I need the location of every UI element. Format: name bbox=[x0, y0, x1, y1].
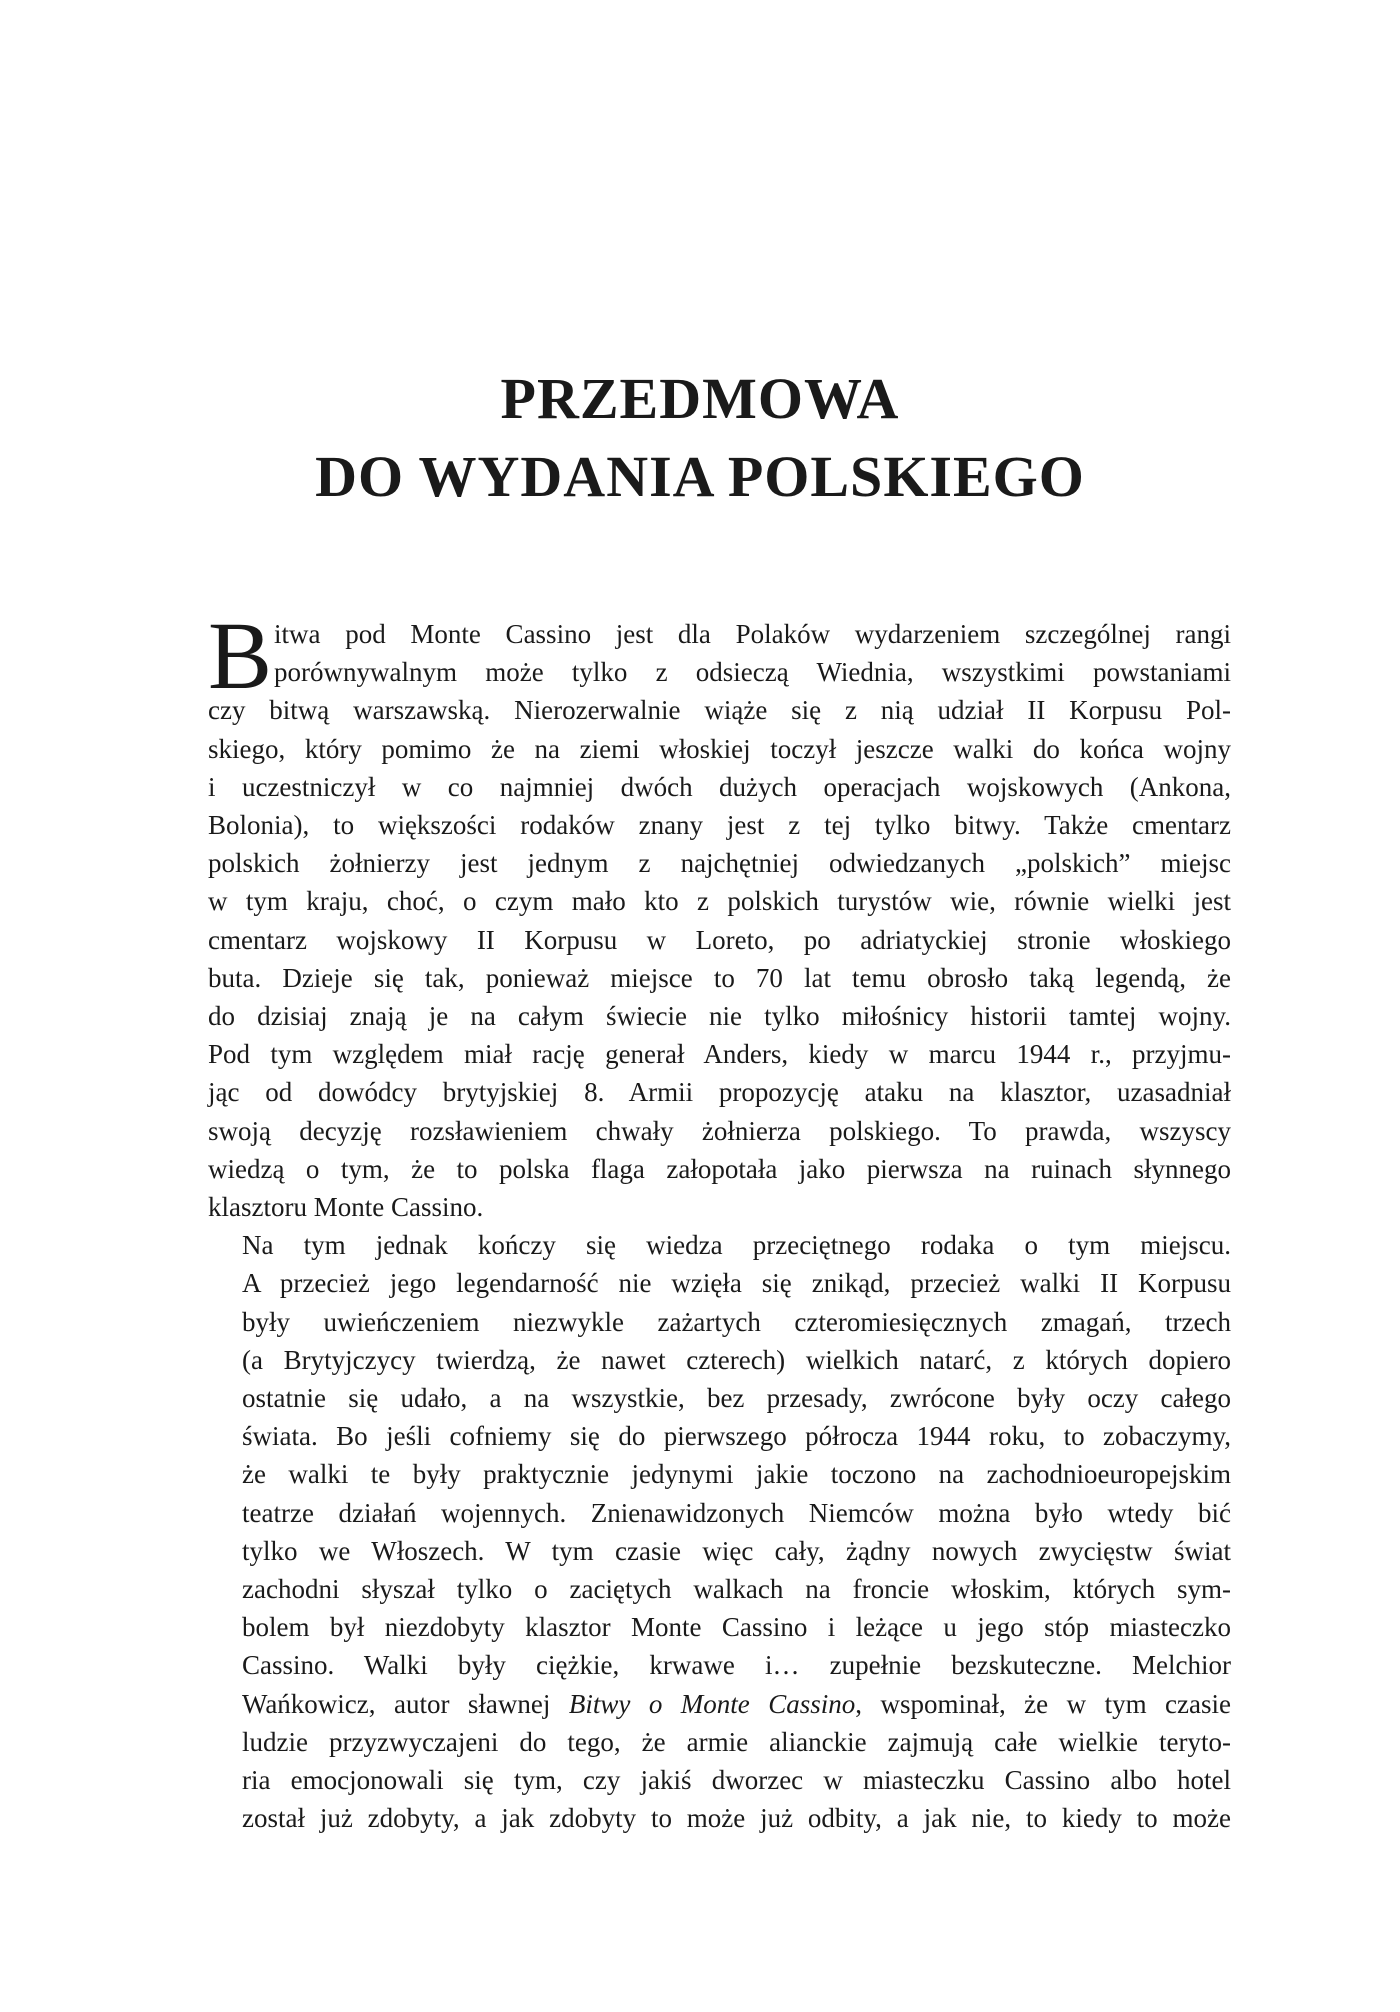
text-line: jąc od dowódcy brytyjskiej 8. Armii propozycję ataku na klasztor, uzasadniał bbox=[208, 1077, 1231, 1108]
text-line: Cassino. Walki były ciężkie, krwawe i… zupełnie bezskuteczne. Melchior bbox=[242, 1650, 1231, 1681]
text-line: i uczestniczył w co najmniej dwóch dużych operacjach wojskowych (Ankona, bbox=[208, 771, 1231, 802]
paragraph-2 bbox=[208, 1226, 1231, 1837]
text-line: zachodni słyszał tylko o zaciętych walkach na froncie włoskim, których sym- bbox=[242, 1574, 1231, 1605]
text-line: itwa pod Monte Cassino jest dla Polaków wydarzeniem szczególnej rangi bbox=[274, 619, 1231, 649]
body-text bbox=[208, 602, 1231, 1838]
text-line: Na tym jednak kończy się wiedza przeciętnego rodaka o tym miejscu. bbox=[242, 1230, 1231, 1261]
text-line: klasztoru Monte Cassino. bbox=[208, 1192, 484, 1223]
text-line: były uwieńczeniem niezwykle zażartych czteromiesięcznych zmagań, trzech bbox=[242, 1306, 1231, 1337]
drop-cap: B bbox=[208, 602, 273, 709]
text-line: (a Brytyjczycy twierdzą, że nawet czterech) wielkich natarć, z których dopiero bbox=[242, 1344, 1231, 1375]
title-line-2: DO WYDANIA POLSKIEGO bbox=[315, 444, 1085, 509]
text-line: polskich żołnierzy jest jednym z najchętniej odwiedzanych „polskich” miejsc bbox=[208, 848, 1231, 879]
text-line: teatrze działań wojennych. Znienawidzonych Niemców można było wtedy bić bbox=[242, 1497, 1231, 1528]
text-line: do dzisiaj znają je na całym świecie nie tylko miłośnicy historii tamtej wojny. bbox=[208, 1001, 1231, 1032]
text-line: ria emocjonowali się tym, czy jakiś dworzec w miasteczku Cassino albo hotel bbox=[242, 1765, 1231, 1796]
paragraph-1 bbox=[208, 602, 1231, 1226]
book-title: Bitwy o Monte Cassino bbox=[568, 1688, 856, 1719]
text-line: Bolonia), to większości rodaków znany jest z tej tylko bitwy. Także cmentarz bbox=[208, 810, 1231, 841]
text-line: ostatnie się udało, a na wszystkie, bez przesady, zwrócone były oczy całego bbox=[242, 1383, 1231, 1414]
text-line: czy bitwą warszawską. Nierozerwalnie wiąże się z nią udział II Korpusu Pol- bbox=[208, 695, 1231, 726]
text-line: skiego, który pomimo że na ziemi włoskiej toczył jeszcze walki do końca wojny bbox=[208, 733, 1231, 764]
text-line: bolem był niezdobyty klasztor Monte Cassino i leżące u jego stóp miasteczko bbox=[242, 1612, 1231, 1643]
text-line: swoją decyzję rozsławieniem chwały żołnierza polskiego. To prawda, wszyscy bbox=[208, 1115, 1231, 1146]
text-line: że walki te były praktycznie jedynymi jakie toczono na zachodnioeuropejskim bbox=[242, 1459, 1231, 1490]
text-line: cmentarz wojskowy II Korpusu w Loreto, po adriatyckiej stronie włoskiego bbox=[208, 924, 1231, 955]
text-line: tylko we Włoszech. W tym czasie więc cały, żądny nowych zwycięstw świat bbox=[242, 1535, 1231, 1566]
text-line: porównywalnym może tylko z odsieczą Wiednia, wszystkimi powstaniami bbox=[274, 657, 1231, 688]
title-line-1: PRZEDMOWA bbox=[500, 366, 900, 431]
text-line: buta. Dzieje się tak, ponieważ miejsce to 70 lat temu obrosło taką legendą, że bbox=[208, 962, 1231, 993]
chapter-title bbox=[0, 360, 1400, 516]
text-fragment: Wańkowicz, autor sławnej bbox=[242, 1688, 569, 1719]
text-line: ludzie przyzwyczajeni do tego, że armie alianckie zajmują całe wielkie teryto- bbox=[242, 1726, 1231, 1757]
text-line: Pod tym względem miał rację generał Anders, kiedy w marcu 1944 r., przyjmu- bbox=[208, 1039, 1231, 1070]
text-line-italic bbox=[208, 1685, 1231, 1723]
text-line: A przecież jego legendarność nie wzięła się znikąd, przecież walki II Korpusu bbox=[242, 1268, 1231, 1299]
text-fragment: , wspominał, że w tym czasie bbox=[855, 1688, 1231, 1719]
text-line: świata. Bo jeśli cofniemy się do pierwszego półrocza 1944 roku, to zobaczymy, bbox=[242, 1421, 1231, 1452]
text-line: wiedzą o tym, że to polska flaga załopotała jako pierwsza na ruinach słynnego bbox=[208, 1153, 1231, 1184]
text-line: w tym kraju, choć, o czym mało kto z polskich turystów wie, równie wielki jest bbox=[208, 886, 1231, 917]
text-line: został już zdobyty, a jak zdobyty to może już odbity, a jak nie, to kiedy to może bbox=[242, 1803, 1231, 1834]
